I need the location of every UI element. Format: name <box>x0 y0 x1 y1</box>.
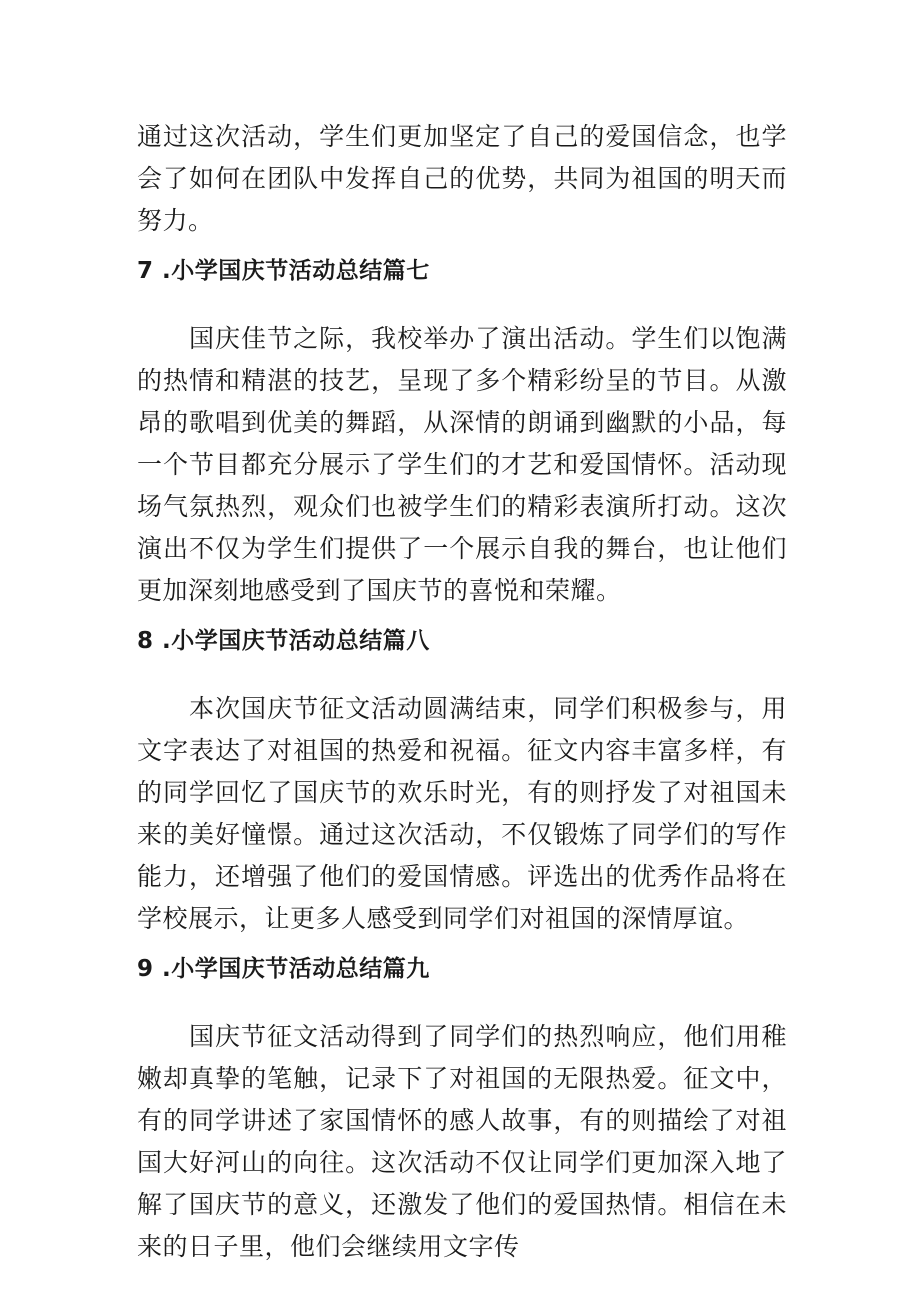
spacer <box>137 662 787 688</box>
section-heading-7: 7 .小学国庆节活动总结篇七 <box>137 258 430 284</box>
spacer <box>137 990 787 1016</box>
body-paragraph-2: 国庆佳节之际，我校举办了演出活动。学生们以饱满的热情和精湛的技艺，呈现了多个精彩纷呈的节目。从激昂的歌唱到优美的舞蹈，从深情的朗诵到幽默的小品，每一个节目都充分展示了学生们的才艺和爱国情怀。活动现场气氛热烈，观众们也被学生们的精彩表演所打动。这次演出不仅为学生们提供了一个展示自我的舞台，也让他们更加深刻地感受到了国庆节的喜悦和荣耀。 <box>137 324 787 605</box>
spacer <box>137 612 787 620</box>
body-paragraph-3: 本次国庆节征文活动圆满结束，同学们积极参与，用文字表达了对祖国的热爱和祝福。征文内容丰富多样，有的同学回忆了国庆节的欢乐时光，有的则抒发了对祖国未来的美好憧憬。通过这次活动，不仅锻炼了同学们的写作能力，还增强了他们的爱国情感。评选出的优秀作品将在学校展示，让更多人感受到同学们对祖国的深情厚谊。 <box>137 694 787 933</box>
spacer <box>137 242 787 250</box>
spacer <box>137 940 787 948</box>
section-heading-8: 8 .小学国庆节活动总结篇八 <box>137 628 430 654</box>
spacer <box>137 292 787 318</box>
section-heading-9: 9 .小学国庆节活动总结篇九 <box>137 956 430 982</box>
body-paragraph-4: 国庆节征文活动得到了同学们的热烈响应，他们用稚嫩却真挚的笔触，记录下了对祖国的无限热爱。征文中，有的同学讲述了家国情怀的感人故事，有的则描绘了对祖国大好河山的向往。这次活动不仅让同学们更加深入地了解了国庆节的意义，还激发了他们的爱国热情。相信在未来的日子里，他们会继续用文字传 <box>137 1022 787 1261</box>
body-paragraph-1: 通过这次活动，学生们更加坚定了自己的爱国信念，也学会了如何在团队中发挥自己的优势，共同为祖国的明天而努力。 <box>137 122 787 235</box>
document-content <box>137 116 787 1268</box>
